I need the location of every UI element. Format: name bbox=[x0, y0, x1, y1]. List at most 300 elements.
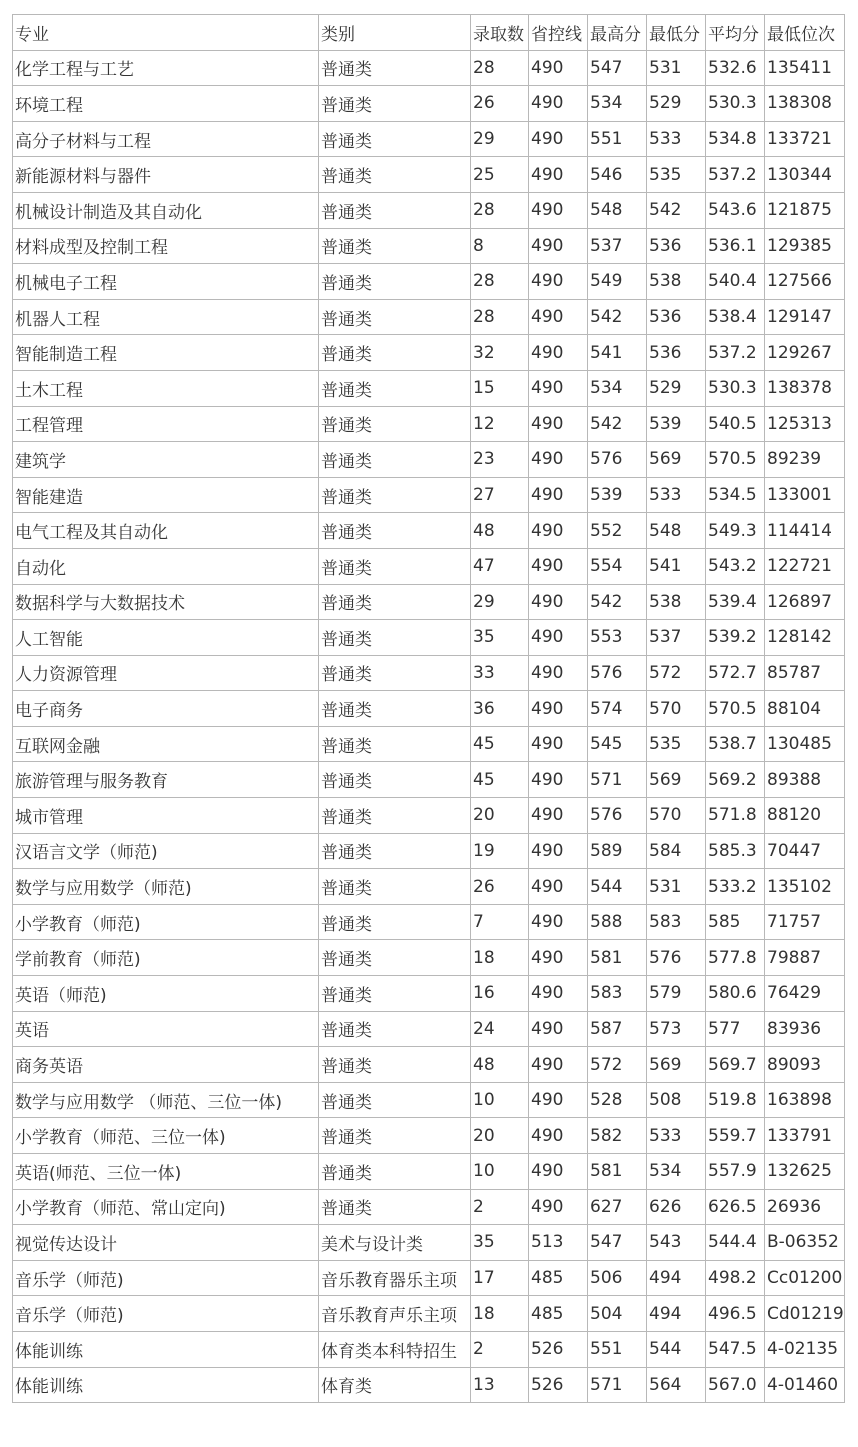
cell-average-score: 539.2 bbox=[706, 620, 765, 656]
cell-lowest-score: 583 bbox=[647, 904, 706, 940]
table-row bbox=[13, 157, 845, 193]
cell-major: 人力资源管理 bbox=[13, 655, 319, 691]
cell-category: 普通类 bbox=[319, 121, 471, 157]
cell-major: 数学与应用数学（师范) bbox=[13, 869, 319, 905]
cell-lowest-rank: 89388 bbox=[765, 762, 845, 798]
cell-category: 音乐教育器乐主项 bbox=[319, 1260, 471, 1296]
cell-category: 普通类 bbox=[319, 335, 471, 371]
table-row bbox=[13, 1331, 845, 1367]
cell-control-line: 490 bbox=[529, 1154, 588, 1190]
cell-average-score: 626.5 bbox=[706, 1189, 765, 1225]
cell-category: 普通类 bbox=[319, 406, 471, 442]
cell-admitted-count: 2 bbox=[471, 1331, 529, 1367]
cell-major: 数据科学与大数据技术 bbox=[13, 584, 319, 620]
cell-category: 普通类 bbox=[319, 264, 471, 300]
cell-highest-score: 551 bbox=[588, 1331, 647, 1367]
cell-control-line: 490 bbox=[529, 584, 588, 620]
cell-category: 普通类 bbox=[319, 442, 471, 478]
cell-highest-score: 582 bbox=[588, 1118, 647, 1154]
cell-lowest-rank: 163898 bbox=[765, 1082, 845, 1118]
cell-lowest-rank: 138378 bbox=[765, 370, 845, 406]
admission-scores-table bbox=[12, 14, 845, 1403]
table-row bbox=[13, 299, 845, 335]
cell-control-line: 490 bbox=[529, 86, 588, 122]
cell-lowest-rank: Cd01219 bbox=[765, 1296, 845, 1332]
cell-lowest-rank: 79887 bbox=[765, 940, 845, 976]
table-row bbox=[13, 1154, 845, 1190]
cell-highest-score: 547 bbox=[588, 50, 647, 86]
cell-category: 美术与设计类 bbox=[319, 1225, 471, 1261]
table-row bbox=[13, 513, 845, 549]
cell-lowest-score: 535 bbox=[647, 157, 706, 193]
cell-category: 普通类 bbox=[319, 1118, 471, 1154]
table-row bbox=[13, 442, 845, 478]
cell-admitted-count: 45 bbox=[471, 726, 529, 762]
table-row bbox=[13, 370, 845, 406]
cell-category: 普通类 bbox=[319, 370, 471, 406]
cell-category: 普通类 bbox=[319, 1082, 471, 1118]
cell-highest-score: 589 bbox=[588, 833, 647, 869]
cell-average-score: 543.2 bbox=[706, 548, 765, 584]
cell-average-score: 538.4 bbox=[706, 299, 765, 335]
cell-admitted-count: 36 bbox=[471, 691, 529, 727]
cell-control-line: 490 bbox=[529, 869, 588, 905]
cell-highest-score: 627 bbox=[588, 1189, 647, 1225]
header-average-score: 平均分 bbox=[706, 15, 765, 51]
cell-major: 数学与应用数学 （师范、三位一体) bbox=[13, 1082, 319, 1118]
header-major: 专业 bbox=[13, 15, 319, 51]
table-row bbox=[13, 264, 845, 300]
cell-control-line: 490 bbox=[529, 50, 588, 86]
cell-major: 英语（师范) bbox=[13, 976, 319, 1012]
cell-highest-score: 551 bbox=[588, 121, 647, 157]
cell-admitted-count: 26 bbox=[471, 86, 529, 122]
cell-major: 电子商务 bbox=[13, 691, 319, 727]
cell-lowest-rank: 88104 bbox=[765, 691, 845, 727]
table-row bbox=[13, 904, 845, 940]
cell-control-line: 490 bbox=[529, 655, 588, 691]
cell-lowest-rank: 129385 bbox=[765, 228, 845, 264]
cell-control-line: 490 bbox=[529, 192, 588, 228]
table-body bbox=[13, 15, 845, 1403]
cell-admitted-count: 48 bbox=[471, 513, 529, 549]
cell-lowest-rank: Cc01200 bbox=[765, 1260, 845, 1296]
cell-control-line: 490 bbox=[529, 513, 588, 549]
table-row bbox=[13, 940, 845, 976]
cell-lowest-score: 569 bbox=[647, 442, 706, 478]
cell-average-score: 540.4 bbox=[706, 264, 765, 300]
cell-major: 环境工程 bbox=[13, 86, 319, 122]
cell-control-line: 490 bbox=[529, 477, 588, 513]
table-row bbox=[13, 1367, 845, 1403]
header-admitted-count: 录取数 bbox=[471, 15, 529, 51]
table-row bbox=[13, 1118, 845, 1154]
cell-lowest-rank: 130485 bbox=[765, 726, 845, 762]
cell-lowest-score: 572 bbox=[647, 655, 706, 691]
cell-admitted-count: 19 bbox=[471, 833, 529, 869]
cell-lowest-rank: 4-02135 bbox=[765, 1331, 845, 1367]
cell-average-score: 538.7 bbox=[706, 726, 765, 762]
cell-major: 土木工程 bbox=[13, 370, 319, 406]
cell-category: 普通类 bbox=[319, 86, 471, 122]
cell-admitted-count: 35 bbox=[471, 1225, 529, 1261]
cell-category: 普通类 bbox=[319, 869, 471, 905]
cell-average-score: 532.6 bbox=[706, 50, 765, 86]
table-row bbox=[13, 1296, 845, 1332]
table-row bbox=[13, 1260, 845, 1296]
cell-control-line: 490 bbox=[529, 1189, 588, 1225]
cell-admitted-count: 15 bbox=[471, 370, 529, 406]
cell-major: 智能制造工程 bbox=[13, 335, 319, 371]
header-category: 类别 bbox=[319, 15, 471, 51]
table-row bbox=[13, 192, 845, 228]
cell-average-score: 572.7 bbox=[706, 655, 765, 691]
cell-control-line: 490 bbox=[529, 691, 588, 727]
cell-highest-score: 583 bbox=[588, 976, 647, 1012]
cell-admitted-count: 2 bbox=[471, 1189, 529, 1225]
cell-lowest-score: 529 bbox=[647, 86, 706, 122]
cell-highest-score: 572 bbox=[588, 1047, 647, 1083]
cell-average-score: 530.3 bbox=[706, 86, 765, 122]
cell-control-line: 513 bbox=[529, 1225, 588, 1261]
cell-lowest-rank: 133721 bbox=[765, 121, 845, 157]
cell-major: 小学教育（师范、三位一体) bbox=[13, 1118, 319, 1154]
cell-admitted-count: 18 bbox=[471, 940, 529, 976]
cell-category: 普通类 bbox=[319, 228, 471, 264]
header-highest-score: 最高分 bbox=[588, 15, 647, 51]
cell-control-line: 490 bbox=[529, 798, 588, 834]
table-row bbox=[13, 620, 845, 656]
cell-control-line: 490 bbox=[529, 1118, 588, 1154]
cell-highest-score: 548 bbox=[588, 192, 647, 228]
cell-control-line: 490 bbox=[529, 762, 588, 798]
cell-lowest-rank: 4-01460 bbox=[765, 1367, 845, 1403]
cell-lowest-score: 494 bbox=[647, 1296, 706, 1332]
cell-major: 建筑学 bbox=[13, 442, 319, 478]
cell-category: 体育类本科特招生 bbox=[319, 1331, 471, 1367]
cell-lowest-rank: 125313 bbox=[765, 406, 845, 442]
cell-lowest-rank: 121875 bbox=[765, 192, 845, 228]
cell-admitted-count: 20 bbox=[471, 798, 529, 834]
cell-highest-score: 534 bbox=[588, 86, 647, 122]
cell-lowest-rank: 128142 bbox=[765, 620, 845, 656]
cell-lowest-rank: 127566 bbox=[765, 264, 845, 300]
cell-category: 音乐教育声乐主项 bbox=[319, 1296, 471, 1332]
cell-average-score: 537.2 bbox=[706, 157, 765, 193]
cell-highest-score: 542 bbox=[588, 406, 647, 442]
cell-average-score: 570.5 bbox=[706, 691, 765, 727]
cell-category: 普通类 bbox=[319, 655, 471, 691]
cell-admitted-count: 28 bbox=[471, 50, 529, 86]
cell-admitted-count: 23 bbox=[471, 442, 529, 478]
cell-highest-score: 504 bbox=[588, 1296, 647, 1332]
table-row bbox=[13, 798, 845, 834]
table-row bbox=[13, 691, 845, 727]
cell-lowest-rank: 88120 bbox=[765, 798, 845, 834]
cell-category: 普通类 bbox=[319, 157, 471, 193]
cell-average-score: 534.8 bbox=[706, 121, 765, 157]
table-row bbox=[13, 1082, 845, 1118]
cell-lowest-score: 570 bbox=[647, 691, 706, 727]
cell-major: 小学教育（师范、常山定向) bbox=[13, 1189, 319, 1225]
cell-major: 互联网金融 bbox=[13, 726, 319, 762]
cell-highest-score: 574 bbox=[588, 691, 647, 727]
cell-average-score: 496.5 bbox=[706, 1296, 765, 1332]
cell-admitted-count: 29 bbox=[471, 121, 529, 157]
cell-lowest-score: 544 bbox=[647, 1331, 706, 1367]
cell-lowest-rank: 26936 bbox=[765, 1189, 845, 1225]
cell-major: 高分子材料与工程 bbox=[13, 121, 319, 157]
cell-lowest-rank: 85787 bbox=[765, 655, 845, 691]
cell-category: 普通类 bbox=[319, 584, 471, 620]
cell-lowest-score: 533 bbox=[647, 121, 706, 157]
cell-admitted-count: 10 bbox=[471, 1082, 529, 1118]
cell-highest-score: 587 bbox=[588, 1011, 647, 1047]
cell-highest-score: 553 bbox=[588, 620, 647, 656]
cell-control-line: 490 bbox=[529, 264, 588, 300]
cell-category: 普通类 bbox=[319, 798, 471, 834]
cell-highest-score: 547 bbox=[588, 1225, 647, 1261]
cell-major: 智能建造 bbox=[13, 477, 319, 513]
cell-highest-score: 545 bbox=[588, 726, 647, 762]
cell-average-score: 533.2 bbox=[706, 869, 765, 905]
cell-admitted-count: 27 bbox=[471, 477, 529, 513]
cell-highest-score: 541 bbox=[588, 335, 647, 371]
cell-lowest-score: 531 bbox=[647, 869, 706, 905]
cell-lowest-score: 538 bbox=[647, 584, 706, 620]
cell-lowest-rank: 89239 bbox=[765, 442, 845, 478]
cell-major: 机械电子工程 bbox=[13, 264, 319, 300]
table-row bbox=[13, 1011, 845, 1047]
cell-admitted-count: 12 bbox=[471, 406, 529, 442]
cell-average-score: 498.2 bbox=[706, 1260, 765, 1296]
cell-lowest-score: 494 bbox=[647, 1260, 706, 1296]
cell-lowest-rank: 89093 bbox=[765, 1047, 845, 1083]
cell-lowest-score: 626 bbox=[647, 1189, 706, 1225]
header-row bbox=[13, 15, 845, 51]
cell-major: 音乐学（师范) bbox=[13, 1260, 319, 1296]
cell-major: 工程管理 bbox=[13, 406, 319, 442]
cell-control-line: 490 bbox=[529, 548, 588, 584]
cell-average-score: 547.5 bbox=[706, 1331, 765, 1367]
cell-average-score: 571.8 bbox=[706, 798, 765, 834]
cell-average-score: 557.9 bbox=[706, 1154, 765, 1190]
cell-highest-score: 576 bbox=[588, 655, 647, 691]
cell-average-score: 530.3 bbox=[706, 370, 765, 406]
cell-admitted-count: 28 bbox=[471, 299, 529, 335]
cell-average-score: 540.5 bbox=[706, 406, 765, 442]
cell-category: 普通类 bbox=[319, 904, 471, 940]
cell-lowest-score: 508 bbox=[647, 1082, 706, 1118]
cell-control-line: 490 bbox=[529, 299, 588, 335]
cell-average-score: 580.6 bbox=[706, 976, 765, 1012]
cell-admitted-count: 28 bbox=[471, 264, 529, 300]
cell-lowest-rank: 138308 bbox=[765, 86, 845, 122]
table-row bbox=[13, 726, 845, 762]
cell-average-score: 539.4 bbox=[706, 584, 765, 620]
cell-major: 新能源材料与器件 bbox=[13, 157, 319, 193]
cell-lowest-score: 543 bbox=[647, 1225, 706, 1261]
table-row bbox=[13, 1225, 845, 1261]
cell-highest-score: 542 bbox=[588, 299, 647, 335]
cell-highest-score: 576 bbox=[588, 442, 647, 478]
cell-lowest-score: 584 bbox=[647, 833, 706, 869]
table-row bbox=[13, 976, 845, 1012]
cell-category: 普通类 bbox=[319, 192, 471, 228]
cell-average-score: 569.7 bbox=[706, 1047, 765, 1083]
cell-admitted-count: 8 bbox=[471, 228, 529, 264]
cell-control-line: 490 bbox=[529, 442, 588, 478]
cell-average-score: 585 bbox=[706, 904, 765, 940]
cell-admitted-count: 17 bbox=[471, 1260, 529, 1296]
cell-lowest-score: 569 bbox=[647, 1047, 706, 1083]
cell-average-score: 519.8 bbox=[706, 1082, 765, 1118]
cell-category: 普通类 bbox=[319, 50, 471, 86]
cell-major: 音乐学（师范) bbox=[13, 1296, 319, 1332]
cell-average-score: 559.7 bbox=[706, 1118, 765, 1154]
cell-admitted-count: 7 bbox=[471, 904, 529, 940]
table-row bbox=[13, 869, 845, 905]
cell-admitted-count: 48 bbox=[471, 1047, 529, 1083]
cell-control-line: 490 bbox=[529, 1011, 588, 1047]
cell-lowest-rank: 130344 bbox=[765, 157, 845, 193]
cell-average-score: 536.1 bbox=[706, 228, 765, 264]
cell-control-line: 490 bbox=[529, 1047, 588, 1083]
cell-major: 化学工程与工艺 bbox=[13, 50, 319, 86]
cell-major: 自动化 bbox=[13, 548, 319, 584]
cell-lowest-score: 573 bbox=[647, 1011, 706, 1047]
cell-highest-score: 528 bbox=[588, 1082, 647, 1118]
cell-lowest-rank: 114414 bbox=[765, 513, 845, 549]
cell-highest-score: 542 bbox=[588, 584, 647, 620]
cell-admitted-count: 25 bbox=[471, 157, 529, 193]
cell-category: 普通类 bbox=[319, 940, 471, 976]
cell-major: 视觉传达设计 bbox=[13, 1225, 319, 1261]
cell-category: 普通类 bbox=[319, 620, 471, 656]
cell-control-line: 526 bbox=[529, 1367, 588, 1403]
table-row bbox=[13, 86, 845, 122]
cell-lowest-score: 579 bbox=[647, 976, 706, 1012]
cell-highest-score: 581 bbox=[588, 940, 647, 976]
cell-highest-score: 549 bbox=[588, 264, 647, 300]
cell-average-score: 543.6 bbox=[706, 192, 765, 228]
cell-control-line: 490 bbox=[529, 335, 588, 371]
cell-admitted-count: 28 bbox=[471, 192, 529, 228]
table-row bbox=[13, 548, 845, 584]
cell-highest-score: 539 bbox=[588, 477, 647, 513]
cell-highest-score: 554 bbox=[588, 548, 647, 584]
cell-highest-score: 571 bbox=[588, 1367, 647, 1403]
cell-category: 普通类 bbox=[319, 513, 471, 549]
cell-admitted-count: 18 bbox=[471, 1296, 529, 1332]
table-row bbox=[13, 1047, 845, 1083]
cell-highest-score: 537 bbox=[588, 228, 647, 264]
table-row bbox=[13, 762, 845, 798]
cell-highest-score: 506 bbox=[588, 1260, 647, 1296]
cell-admitted-count: 33 bbox=[471, 655, 529, 691]
cell-control-line: 490 bbox=[529, 121, 588, 157]
cell-major: 英语(师范、三位一体) bbox=[13, 1154, 319, 1190]
cell-lowest-score: 535 bbox=[647, 726, 706, 762]
cell-lowest-rank: 71757 bbox=[765, 904, 845, 940]
cell-admitted-count: 10 bbox=[471, 1154, 529, 1190]
cell-category: 普通类 bbox=[319, 548, 471, 584]
cell-admitted-count: 13 bbox=[471, 1367, 529, 1403]
cell-category: 普通类 bbox=[319, 299, 471, 335]
cell-major: 商务英语 bbox=[13, 1047, 319, 1083]
table-row bbox=[13, 584, 845, 620]
cell-category: 普通类 bbox=[319, 1011, 471, 1047]
cell-category: 体育类 bbox=[319, 1367, 471, 1403]
cell-lowest-score: 542 bbox=[647, 192, 706, 228]
cell-lowest-rank: 129267 bbox=[765, 335, 845, 371]
cell-admitted-count: 20 bbox=[471, 1118, 529, 1154]
cell-lowest-rank: 132625 bbox=[765, 1154, 845, 1190]
cell-control-line: 490 bbox=[529, 1082, 588, 1118]
cell-control-line: 490 bbox=[529, 976, 588, 1012]
cell-lowest-rank: 133001 bbox=[765, 477, 845, 513]
cell-lowest-score: 533 bbox=[647, 1118, 706, 1154]
cell-major: 材料成型及控制工程 bbox=[13, 228, 319, 264]
cell-control-line: 485 bbox=[529, 1296, 588, 1332]
cell-lowest-rank: 129147 bbox=[765, 299, 845, 335]
cell-lowest-score: 564 bbox=[647, 1367, 706, 1403]
cell-major: 体能训练 bbox=[13, 1331, 319, 1367]
table-row bbox=[13, 406, 845, 442]
cell-lowest-score: 569 bbox=[647, 762, 706, 798]
cell-lowest-score: 536 bbox=[647, 299, 706, 335]
cell-control-line: 490 bbox=[529, 406, 588, 442]
cell-major: 机器人工程 bbox=[13, 299, 319, 335]
cell-lowest-score: 534 bbox=[647, 1154, 706, 1190]
cell-highest-score: 552 bbox=[588, 513, 647, 549]
cell-major: 旅游管理与服务教育 bbox=[13, 762, 319, 798]
cell-lowest-rank: 70447 bbox=[765, 833, 845, 869]
cell-category: 普通类 bbox=[319, 833, 471, 869]
cell-lowest-score: 536 bbox=[647, 228, 706, 264]
cell-highest-score: 546 bbox=[588, 157, 647, 193]
cell-control-line: 490 bbox=[529, 726, 588, 762]
cell-control-line: 490 bbox=[529, 620, 588, 656]
cell-highest-score: 581 bbox=[588, 1154, 647, 1190]
cell-control-line: 490 bbox=[529, 904, 588, 940]
header-lowest-score: 最低分 bbox=[647, 15, 706, 51]
cell-major: 学前教育（师范) bbox=[13, 940, 319, 976]
cell-admitted-count: 16 bbox=[471, 976, 529, 1012]
cell-admitted-count: 29 bbox=[471, 584, 529, 620]
cell-lowest-score: 533 bbox=[647, 477, 706, 513]
header-lowest-rank: 最低位次 bbox=[765, 15, 845, 51]
table-row bbox=[13, 833, 845, 869]
cell-lowest-score: 538 bbox=[647, 264, 706, 300]
cell-average-score: 534.5 bbox=[706, 477, 765, 513]
cell-admitted-count: 45 bbox=[471, 762, 529, 798]
cell-admitted-count: 24 bbox=[471, 1011, 529, 1047]
header-control-line: 省控线 bbox=[529, 15, 588, 51]
cell-major: 英语 bbox=[13, 1011, 319, 1047]
cell-control-line: 485 bbox=[529, 1260, 588, 1296]
cell-category: 普通类 bbox=[319, 691, 471, 727]
cell-lowest-rank: 122721 bbox=[765, 548, 845, 584]
cell-major: 机械设计制造及其自动化 bbox=[13, 192, 319, 228]
table-row bbox=[13, 477, 845, 513]
cell-admitted-count: 26 bbox=[471, 869, 529, 905]
cell-average-score: 569.2 bbox=[706, 762, 765, 798]
table-row bbox=[13, 335, 845, 371]
cell-category: 普通类 bbox=[319, 762, 471, 798]
cell-control-line: 490 bbox=[529, 370, 588, 406]
cell-lowest-score: 531 bbox=[647, 50, 706, 86]
